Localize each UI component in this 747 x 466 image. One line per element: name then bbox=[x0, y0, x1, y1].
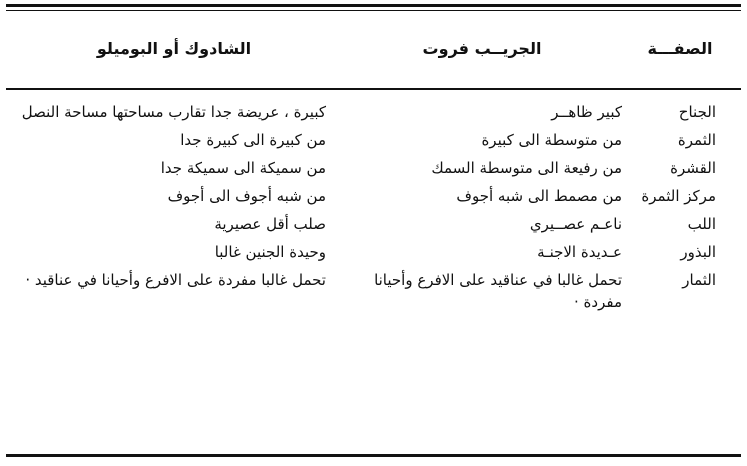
header-shaddock: الشادوك أو البوميلو bbox=[96, 38, 252, 58]
comparison-table bbox=[14, 18, 730, 316]
spacer-row bbox=[14, 78, 730, 98]
grapefruit-cell: من متوسطة الى كبيرة bbox=[481, 131, 622, 149]
bottom-rule bbox=[6, 454, 741, 457]
table-row bbox=[14, 266, 730, 316]
shaddock-cell: تحمل غالبا مفردة على الافرع وأحيانا في عناقيد · bbox=[25, 271, 326, 289]
top-rule-thick bbox=[6, 4, 741, 7]
table-row bbox=[14, 154, 730, 182]
top-rule-thin bbox=[6, 10, 741, 11]
shaddock-cell: صلب أقل عصيرية bbox=[214, 215, 326, 233]
trait-cell: الجناح bbox=[678, 103, 716, 121]
grapefruit-cell: عـديدة الاجنـة bbox=[537, 243, 622, 261]
shaddock-cell: من سميكة الى سميكة جدا bbox=[160, 159, 326, 177]
header-trait: الصفـــة bbox=[647, 38, 713, 58]
header-grapefruit: الجريــب فروت bbox=[422, 38, 542, 58]
trait-cell: مركز الثمرة bbox=[641, 187, 716, 205]
table-row bbox=[14, 182, 730, 210]
grapefruit-cell: كبير ظاهــر bbox=[551, 103, 622, 121]
shaddock-cell: كبيرة ، عريضة جدا تقارب مساحتها مساحة النصل bbox=[21, 103, 326, 121]
trait-cell: البذور bbox=[680, 243, 716, 261]
grapefruit-cell: من رفيعة الى متوسطة السمك bbox=[431, 159, 622, 177]
trait-cell: الثمار bbox=[682, 271, 716, 289]
table-row bbox=[14, 98, 730, 126]
table-row bbox=[14, 126, 730, 154]
shaddock-cell: من شبه أجوف الى أجوف bbox=[167, 187, 326, 205]
trait-cell: القشرة bbox=[670, 159, 716, 177]
trait-cell: اللب bbox=[687, 215, 716, 233]
grapefruit-cell: ناعـم عصــيري bbox=[529, 215, 622, 233]
header-row bbox=[14, 18, 730, 78]
shaddock-cell: من كبيرة الى كبيرة جدا bbox=[180, 131, 326, 149]
grapefruit-cell: تحمل غالبا في عناقيد على الافرع وأحيانا مفردة · bbox=[374, 271, 622, 311]
shaddock-cell: وحيدة الجنين غالبا bbox=[214, 243, 326, 261]
table-row bbox=[14, 210, 730, 238]
grapefruit-cell: من مصمط الى شبه أجوف bbox=[456, 187, 622, 205]
trait-cell: الثمرة bbox=[677, 131, 716, 149]
table-row bbox=[14, 238, 730, 266]
